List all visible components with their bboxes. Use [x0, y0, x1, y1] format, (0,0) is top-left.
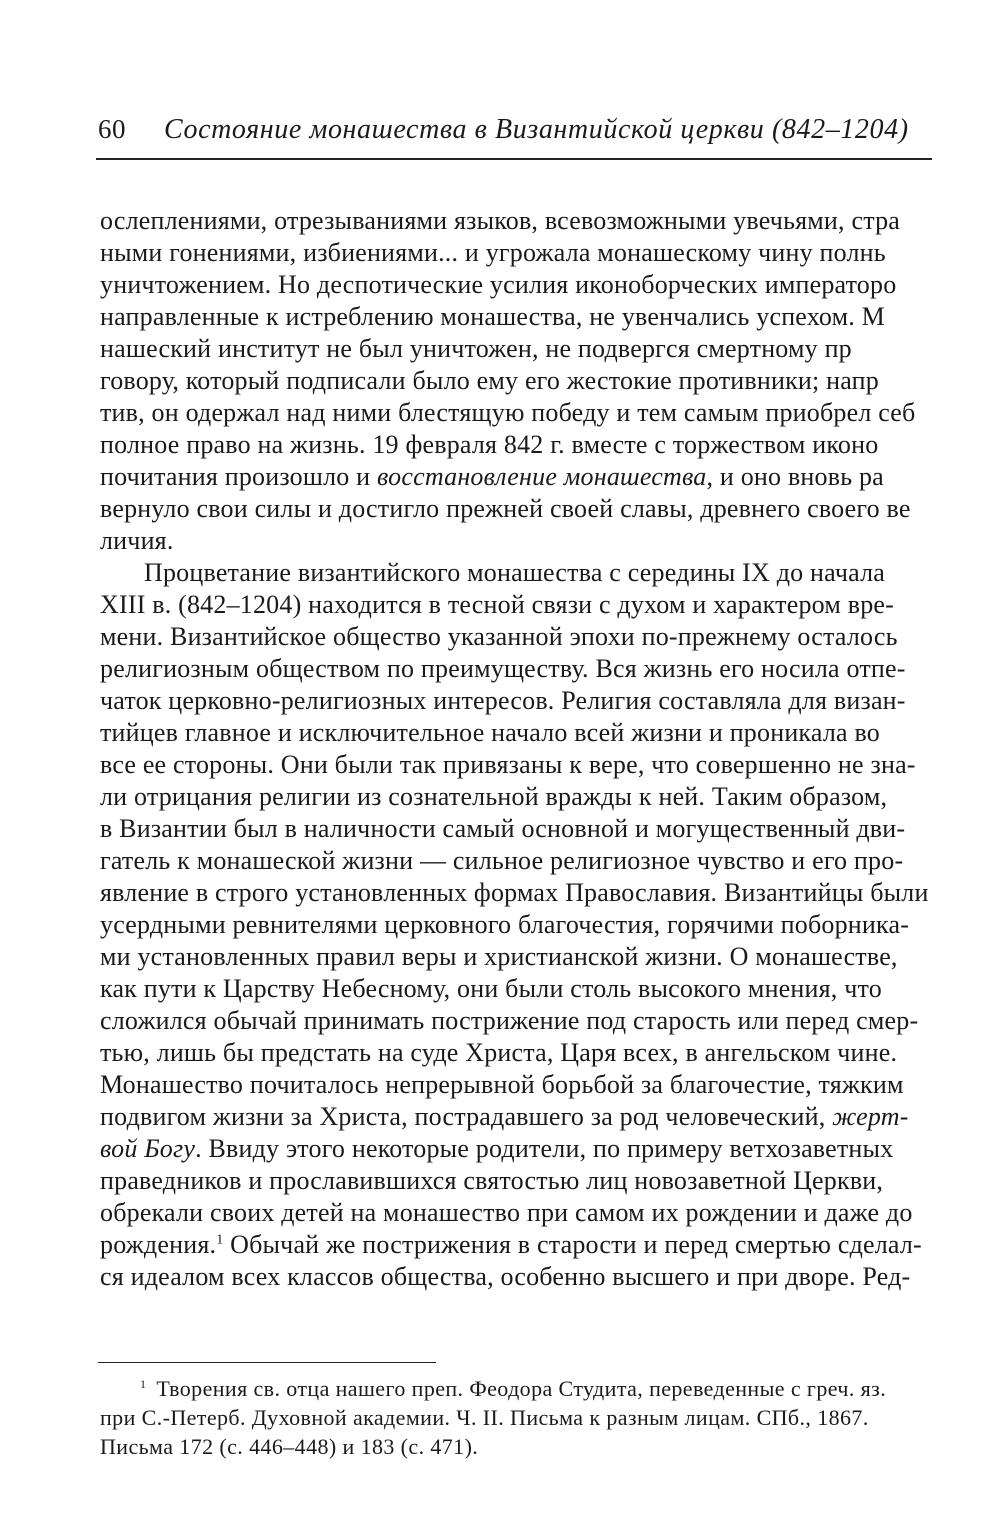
text-line: тийцев главное и исключительное начало всей жизни и проникала во	[100, 718, 880, 747]
text-line: личия.	[100, 526, 174, 555]
text-line: чаток церковно-религиозных интересов. Религия составляла для визан-	[100, 686, 906, 715]
text-line: полное право на жизнь. 19 февраля 842 г. вместе с торжеством иконо	[100, 430, 879, 459]
text-line: сложился обычай принимать пострижение под старость или перед смер-	[100, 1006, 919, 1035]
text-line: нашеский институт не был уничтожен, не подвергся смертному пр	[100, 334, 852, 363]
footnote-line: Письма 172 (с. 446–448) и 183 (с. 471).	[100, 1434, 479, 1459]
page-number: 60	[98, 114, 126, 144]
paragraph-first-line: Процветание византийского монашества с середины IX до начала	[144, 558, 886, 587]
text-line: уничтожением. Но деспотические усилия иконоборческих императоро	[100, 270, 897, 299]
footnote-line: при С.-Петерб. Духовной академии. Ч. II. Письма к разным лицам. СПб., 1867.	[100, 1405, 869, 1430]
text-line: направленные к истреблению монашества, не увенчались успехом. М	[100, 302, 885, 331]
text-line: вой Богу. Ввиду этого некоторые родители, по примеру ветхозаветных	[100, 1134, 894, 1163]
text-line: обрекали своих детей на монашество при самом их рождении и даже до	[100, 1198, 913, 1227]
text-line: почитания произошло и восстановление монашества, и оно вновь ра	[100, 462, 884, 491]
header-rule	[96, 158, 932, 160]
text-line: тив, он одержал над ними блестящую победу и тем самым приобрел себ	[100, 398, 916, 427]
text-line: тью, лишь бы предстать на суде Христа, Царя всех, в ангельском чине.	[100, 1038, 898, 1067]
running-head	[98, 114, 938, 154]
text-line: все ее стороны. Они были так привязаны к вере, что совершенно не зна-	[100, 750, 916, 779]
text-line: ли отрицания религии из сознательной вражды к ней. Таким образом,	[100, 782, 888, 811]
running-head-title: Состояние монашества в Византийской церкви (842–1204)	[164, 114, 909, 145]
footnote-rule	[98, 1362, 436, 1363]
footnote-marker: 1	[140, 1376, 147, 1391]
text-line: вернуло свои силы и достигло прежней своей славы, древнего своего ве	[100, 494, 911, 523]
footnote-reference: 1	[216, 1232, 224, 1248]
text-line: подвигом жизни за Христа, пострадавшего за род человеческий, жерт-	[100, 1102, 909, 1131]
text-line: как пути к Царству Небесному, они были столь высокого мнения, что	[100, 974, 882, 1003]
text-line: праведников и прославившихся святостью лиц новозаветной Церкви,	[100, 1166, 884, 1195]
text-line: мени. Византийское общество указанной эпохи по-прежнему осталось	[100, 622, 898, 651]
text-line: ся идеалом всех классов общества, особенно высшего и при дворе. Ред-	[100, 1262, 911, 1291]
text-line: ми установленных правил веры и христианской жизни. О монашестве,	[100, 942, 898, 971]
footnote-line: $^1$ Творения св. отца нашего преп. Феодора Студита, переведенные с греч. яз.	[140, 1376, 887, 1401]
text-line: гатель к монашеской жизни — сильное религиозное чувство и его про-	[100, 846, 904, 875]
text-line: ными гонениями, избиениями... и угрожала монашескому чину полнь	[100, 238, 886, 267]
text-line: говору, который подписали было ему его жестокие противники; напр	[100, 366, 879, 395]
text-line: XIII в. (842–1204) находится в тесной связи с духом и характером вре-	[100, 590, 895, 619]
text-line: ослеплениями, отрезываниями языков, всевозможными увечьями, стра	[100, 206, 901, 235]
text-line: усердными ревнителями церковного благочестия, горячими поборника-	[100, 910, 910, 939]
text-line: религиозным обществом по преимуществу. Вся жизнь его носила отпе-	[100, 654, 906, 683]
text-line: рождения.$^1$ Обычай же пострижения в старости и перед смертью сделал-	[100, 1230, 922, 1259]
text-line: Монашество почиталось непрерывной борьбой за благочестие, тяжким	[100, 1070, 904, 1099]
text-line: в Византии был в наличности самый основной и могущественный дви-	[100, 814, 906, 843]
text-line: явление в строго установленных формах Православия. Византийцы были	[100, 878, 929, 907]
